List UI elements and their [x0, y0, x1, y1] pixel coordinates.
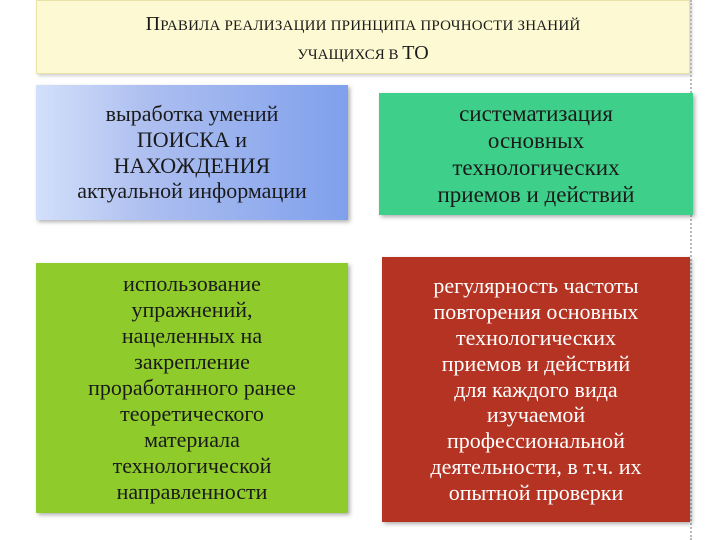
title-line2-small: УЧАЩИХСЯ В: [297, 47, 403, 63]
box-line: закрепление: [134, 349, 250, 375]
box-line: выработка умений: [105, 100, 279, 126]
box-regular-repetition: [382, 257, 690, 522]
box-line: приемов и действий: [437, 182, 635, 208]
title-first-letter: П: [145, 13, 161, 35]
box-line: актуальной информации: [77, 178, 307, 204]
box-line: систематизация: [459, 100, 613, 126]
box-line: деятельности, в т.ч. их: [430, 454, 642, 480]
box-line: материала: [144, 426, 240, 452]
box-line: использование: [123, 271, 261, 297]
box-line: основных: [487, 127, 585, 153]
box-line: теоретического: [120, 400, 264, 426]
box-line: НАХОЖДЕНИЯ: [113, 152, 271, 178]
box-line: профессиональной: [447, 428, 625, 454]
slide-title-line1: [37, 13, 689, 36]
box-line: приемов и действий: [441, 350, 631, 376]
box-search-skills: [36, 85, 348, 220]
title-line2-big: ТО: [402, 42, 429, 64]
title-line1-rest: РАВИЛА РЕАЛИЗАЦИИ ПРИНЦИПА ПРОЧНОСТИ ЗНАНИЙ: [160, 18, 581, 34]
box-line: нацеленных на: [121, 323, 263, 349]
slide-title-line2: [37, 42, 689, 65]
box-line: направленности: [116, 478, 268, 504]
box-line: изучаемой: [486, 402, 586, 428]
right-dotted-border: [690, 0, 694, 540]
box-line: технологической: [112, 452, 272, 478]
box-line: для каждого вида: [454, 376, 618, 402]
box-line: проработанного ранее: [88, 375, 296, 401]
box-line: технологических: [452, 155, 620, 180]
box-line: упражнений,: [131, 297, 253, 323]
box-line: технологических: [456, 324, 616, 350]
box-line: повторения основных: [433, 298, 639, 324]
slide-title: [36, 0, 690, 74]
box-line: регулярность частоты: [433, 272, 639, 298]
box-line: ПОИСКА и: [136, 126, 248, 152]
box-systematization: [379, 93, 693, 215]
box-line: опытной проверки: [448, 480, 624, 506]
box-exercises: [36, 263, 348, 513]
